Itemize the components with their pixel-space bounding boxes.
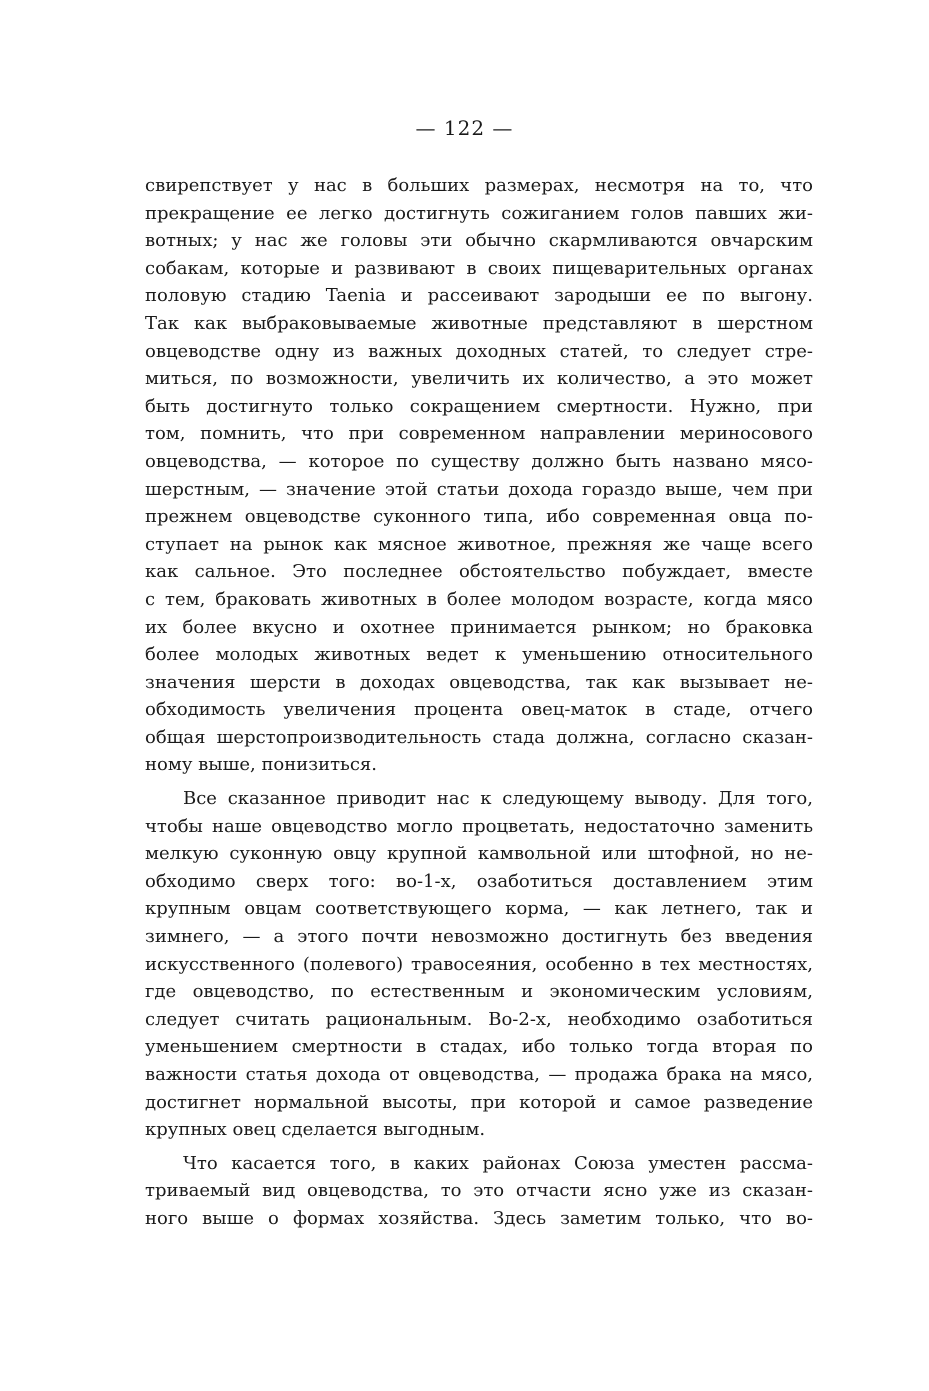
text-line: прежнем овцеводстве суконного типа, ибо современная овца по- xyxy=(145,506,813,528)
text-line: собакам, которые и развивают в своих пищеварительных органах xyxy=(145,257,813,279)
text-line: крупным овцам соответствующего корма, — как летнего, так и xyxy=(145,898,813,920)
text-line: обходимо сверх того: во-1-х, озаботиться доставлением этим xyxy=(145,870,813,892)
text-line: свирепствует у нас в больших размерах, несмотря на то, что xyxy=(145,175,813,196)
text-line: крупных овец сделается выгодным. xyxy=(145,1119,486,1141)
text-line: быть достигнуто только сокращением смертности. Нужно, при xyxy=(145,395,813,417)
text-line: общая шерстопроизводительность стада должна, согласно сказан- xyxy=(145,726,813,748)
text-line: значения шерсти в доходах овцеводства, так как вызывает не- xyxy=(145,671,813,693)
text-line: их более вкусно и охотнее принимается рынком; но браковка xyxy=(145,616,813,638)
text-line: ступает на рынок как мясное животное, прежняя же чаще всего xyxy=(145,533,813,555)
text-line: шерстным, — значение этой статьи дохода гораздо выше, чем при xyxy=(145,478,813,500)
text-line: Что касается того, в каких районах Союза уместен рассма- xyxy=(183,1152,813,1174)
text-line: более молодых животных ведет к уменьшению относительного xyxy=(145,644,813,666)
text-line: том, помнить, что при современном направлении мериносового xyxy=(145,423,813,445)
text-line: прекращение ее легко достигнуть сожиганием голов павших жи- xyxy=(145,202,813,224)
text-line: половую стадию Taenia и рассеивают зародыши ее по выгону. xyxy=(145,285,813,307)
paragraph xyxy=(145,172,813,779)
text-line: чтобы наше овцеводство могло процветать, недостаточно заменить xyxy=(145,815,813,837)
text-line: вотных; у нас же головы эти обычно скармливаются овчарским xyxy=(145,230,813,252)
text-line: следует считать рациональным. Во-2-х, необходимо озаботиться xyxy=(145,1008,813,1030)
text-line: где овцеводство, по естественным и экономическим условиям, xyxy=(145,981,813,1003)
text-line: ного выше о формах хозяйства. Здесь заметим только, что во- xyxy=(145,1207,813,1229)
text-line: ному выше, понизиться. xyxy=(145,754,377,776)
text-line: мелкую суконную овцу крупной камвольной или штофной, но не- xyxy=(145,843,813,865)
text-line: овцеводства, — которое по существу должно быть названо мясо- xyxy=(145,450,813,472)
text-line: важности статья дохода от овцеводства, — продажа брака на мясо, xyxy=(145,1064,813,1085)
page-number: — 122 — xyxy=(415,116,514,140)
text-line: Так как выбраковываемые животные представляют в шерстном xyxy=(145,312,813,334)
text-line: уменьшением смертности в стадах, ибо только тогда вторая по xyxy=(145,1036,813,1058)
text-line: как сальное. Это последнее обстоятельство побуждает, вместе xyxy=(145,561,813,583)
text-line: триваемый вид овцеводства, то это отчасти ясно уже из сказан- xyxy=(145,1180,813,1202)
text-line: овцеводстве одну из важных доходных статей, то следует стре- xyxy=(145,340,813,362)
paragraph xyxy=(145,1150,813,1233)
text-line: зимнего, — а этого почти невозможно достигнуть без введения xyxy=(145,926,813,948)
body-text xyxy=(145,172,813,1233)
paragraph xyxy=(145,785,813,1144)
text-line: искусственного (полевого) травосеяния, особенно в тех местностях, xyxy=(145,953,813,975)
text-line: достигнет нормальной высоты, при которой и самое разведение xyxy=(145,1091,813,1113)
text-line: обходимость увеличения процента овец-маток в стаде, отчего xyxy=(145,699,813,721)
text-line: миться, по возможности, увеличить их количество, а это может xyxy=(145,368,813,390)
text-line: с тем, браковать животных в более молодом возрасте, когда мясо xyxy=(145,588,813,610)
text-line: Все сказанное приводит нас к следующему выводу. Для того, xyxy=(183,788,813,810)
